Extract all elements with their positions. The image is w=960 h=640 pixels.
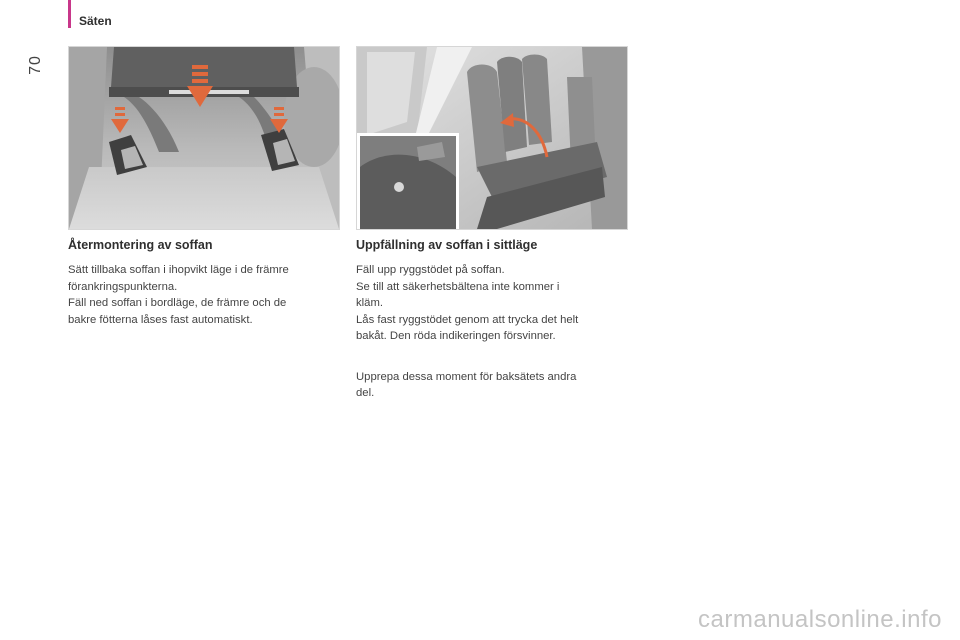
chapter-title: Säten xyxy=(79,14,112,28)
reassembly-text xyxy=(68,262,343,328)
repeat-instruction-line: Upprepa dessa moment för baksätets andra xyxy=(356,370,577,383)
seating-position-line: kläm. xyxy=(356,297,383,309)
reassembly-section xyxy=(68,238,343,328)
seat-anchor-illustration xyxy=(69,47,339,229)
rear-bench-illustration xyxy=(357,47,627,229)
reassembly-line: förankringspunkterna. xyxy=(68,280,178,293)
seating-position-line: bakåt. Den röda indikeringen försvinner. xyxy=(356,330,556,342)
reassembly-heading: Återmontering av soffan xyxy=(68,238,213,252)
seating-position-heading: Uppfällning av soffan i sittläge xyxy=(356,238,538,252)
seat-anchor-figure xyxy=(68,46,340,230)
reassembly-line: Fäll ned soffan i bordläge, de främre och de xyxy=(68,297,287,309)
seating-position-line: Lås fast ryggstödet genom att trycka det helt xyxy=(356,313,579,326)
seating-position-text xyxy=(356,262,631,345)
paragraph-gap xyxy=(356,345,631,369)
watermark: carmanualsonline.info xyxy=(698,606,942,633)
repeat-instruction-line: del. xyxy=(356,387,375,399)
reassembly-line: Sätt tillbaka soffan i ihopvikt läge i de främre xyxy=(68,264,289,276)
page-number: 70 xyxy=(26,55,44,75)
reassembly-line: bakre fötterna låses fast automatiskt. xyxy=(68,313,253,326)
repeat-instruction-text xyxy=(356,369,631,402)
seating-position-line: Se till att säkerhetsbältena inte kommer i xyxy=(356,280,560,293)
chapter-accent-bar xyxy=(68,0,71,28)
rear-bench-figure xyxy=(356,46,628,230)
seating-position-section xyxy=(356,238,631,402)
seating-position-line: Fäll upp ryggstödet på soffan. xyxy=(356,264,505,276)
